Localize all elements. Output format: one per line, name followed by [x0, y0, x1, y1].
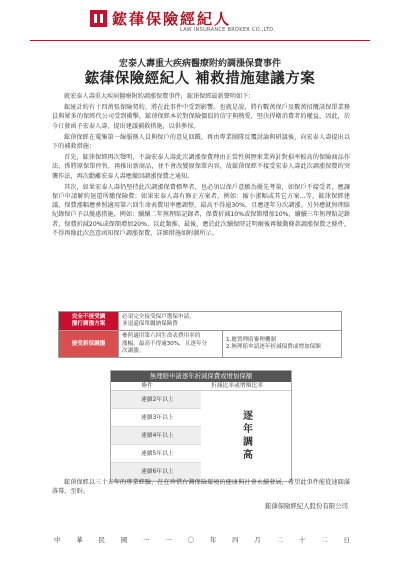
discount-schedule-table: [110, 370, 292, 482]
plan-label: 完全不接受調 漲行調漲方案: [59, 312, 119, 331]
table-row: [59, 312, 342, 331]
brand-english-name: LAW INSURANCE BROKER CO.,LTD.: [180, 27, 276, 33]
body-paragraph: 其次，如果宏泰人壽仍堅持此次調漲保費標準者，也必須以保戶意願為優先考量，如保戶不接受者，應讓保戶申請解約退還所繳保險費；如果宏泰人壽有修正方案者，例如：縮小漲幅或其它方案...等，鋐葎保經建議，保費漲幅應參照適用第六回生命表費用率應調整，最高不得逾30%，且應逐年分次調漲。另外應就無理賠紀錄保戶予以優惠措施，例如：續續二年無理賠記錄者，保費折減10%或保額增加10%，續續三年無理賠記錄者，保費折減20%或保額增加20%，以此類推。最後，應於此次續保時註明爾後再做動條款調漲保費之條件，不得再像此次恣意函知保戶調漲保費，詳細措施如附圖所示。: [52, 183, 350, 237]
schedule-heading: 無理賠申請逐年折減保費或增加保額: [111, 371, 291, 382]
letterhead: [0, 0, 400, 42]
schedule-value: [201, 391, 291, 481]
body-paragraph: 鋐葎保經在蒐集第一線服務人員與保戶的意見回饋，再由專業團隊反覆討論與研議後，向宏泰人壽提出以下的補救措施：: [52, 133, 350, 151]
closing-paragraph: 鋐葎保經以三十五年的專業經驗，在在珍惜台灣保險環境的健康與社會永續發展，希望此事件能從速圓滿落幕，至盼。: [52, 479, 350, 496]
list-item: 連續2年以上: [111, 391, 201, 409]
brand-name: 鋐葎保險經紀人: [112, 10, 232, 28]
column-header-condition: 條件: [141, 383, 153, 389]
date-char: 民: [98, 536, 105, 544]
column-header-rate: 折減比率或增額比率: [210, 383, 264, 389]
list-item: 連續6年以上: [111, 463, 201, 481]
date-char: 日: [343, 536, 350, 544]
date-char: 二: [321, 536, 328, 544]
list-item: 連續3年以上: [111, 409, 201, 427]
date-char: 國: [120, 536, 128, 544]
date-char: 一: [165, 536, 172, 544]
header-divider: [30, 40, 370, 41]
table-row: [59, 331, 342, 358]
schedule-columns: [111, 382, 291, 391]
date-char: 四: [232, 536, 239, 544]
body-paragraph: 首先，鋐葎保經再次聲明，不論宏泰人壽此次調漲保費理由正當性與歷來業界針對損率較高的保險商品作法，係將原保單停售，再推出新商品，並不會改變原保單內容，故鋐葎保經不接受宏泰人壽此次調漲保費的突襲作法，再次勸離宏泰人壽應撤回調漲保費之通知。: [52, 154, 350, 180]
date-char: 年: [209, 536, 217, 544]
date-char: 十: [298, 536, 306, 544]
plan-description: 必須完全接受保戶選保申請， 並退還保單繳納保險費: [119, 312, 342, 331]
document-subtitle: 宏泰人壽重大疾病醫療附約調漲保費事件: [118, 59, 281, 69]
schedule-body: [111, 391, 291, 481]
plan-table: [58, 311, 342, 358]
plan-label: 接受新保調漲: [59, 331, 119, 358]
brand-logo-icon: [90, 10, 107, 27]
date-char: 中: [54, 536, 61, 544]
document-body: [52, 92, 350, 240]
date-char: 月: [254, 536, 261, 544]
date-char: 二: [276, 536, 284, 544]
document-date: [54, 535, 350, 544]
document-title: 鋐葎保險經紀人 補救措施建議方案: [84, 71, 316, 87]
date-char: 一: [143, 536, 150, 544]
body-paragraph: 就宏泰人壽重大疾病醫療附約調漲保費事件，鋐葎保經最新聲明如下：: [64, 93, 255, 100]
signature: 鋐葎保險經紀人股份有限公司: [264, 502, 348, 510]
body-paragraph: 鋐統計約有十四萬張保險契約，將在此事件中受到影響。也就是說，將有數萬保戶及數萬招攬該保單業務員與眾多的保經代公司受到衝擊，鋐葎保經本於對保險價值的信守與熱愛，堅決捍衛消費者的權益，因此，於今日發函予宏泰人壽，提出建議補救措施，以供參採。: [52, 104, 350, 130]
plan-description: 參照適用第六回生命表費用率的 漲幅，最高不得逾30%，且逐年分 次調漲。: [119, 331, 223, 358]
list-item: 連續4年以上: [111, 427, 201, 445]
date-char: 華: [76, 536, 83, 544]
plan-measures: 1.應置理賠審理機制 2.無理賠申請逐年折減保費或增加保額: [223, 331, 342, 358]
list-item: 連續5年以上: [111, 445, 201, 463]
date-char: 〇: [187, 536, 194, 544]
schedule-value-text: 逐年調高: [240, 410, 252, 462]
schedule-conditions: [111, 391, 201, 481]
